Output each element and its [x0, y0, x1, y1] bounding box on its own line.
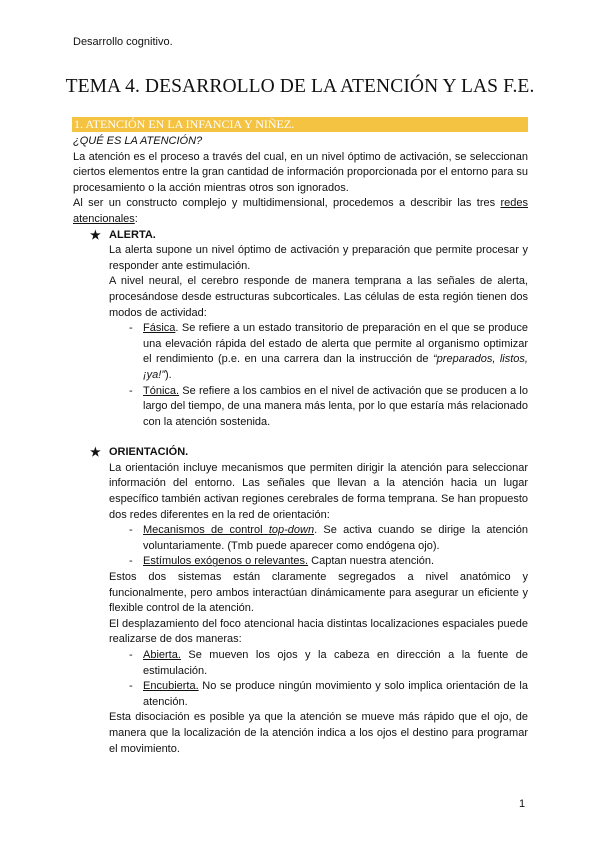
question-heading: ¿QUÉ ES LA ATENCIÓN? [73, 135, 203, 147]
abierta-text: Se mueven los ojos y la cabeza en dirección a la fuente de estimulación. [143, 649, 528, 677]
alerta-heading [73, 228, 528, 244]
fasica-term: Fásica [143, 322, 176, 335]
redes-atencionales-term: redes atencionales [73, 197, 528, 225]
dash-bullet: - [129, 322, 133, 335]
spacer [73, 430, 528, 445]
dash-bullet: - [129, 384, 133, 397]
intro2-text: Al ser un constructo complejo y multidimensional, procedemos a describir las tres [73, 197, 501, 210]
abierta-term: Abierta. [143, 649, 181, 661]
intro-paragraph-2 [73, 196, 528, 227]
mecanismos-term: Mecanismos de control [143, 524, 269, 537]
intro-paragraph: La atención es el proceso a través del cual, en un nivel óptimo de activación, se seleccionan ciertos elementos entre la gran cantidad de información proporcionada por el entorno para su procesamiento o la acción mientras otros son ignorados. [73, 150, 528, 194]
orientacion-paragraph-3: El desplazamiento del foco atencional hacia distintas localizaciones espaciales puede realizarse de dos maneras: [109, 617, 528, 646]
tonica-text: Se refiere a los cambios en el nivel de activación que se producen a lo largo del tiempo, de una manera más lenta, por lo que estaría más relacionado con la atención sostenida. [143, 384, 528, 428]
encubierta-item [73, 679, 528, 710]
fasica-item [73, 321, 528, 383]
section-title: 1. ATENCIÓN EN LA INFANCIA Y NIÑEZ. [74, 117, 295, 131]
mecanismos-item [73, 523, 528, 554]
alerta-paragraph-2: A nivel neural, el cerebro responde de manera temprana a las señales de alerta, procesándose desde estructuras subcorticales. Las células de esta región tienen dos modos de actividad: [109, 275, 528, 319]
star-bullet-icon: ★ [90, 227, 101, 242]
top-down-term: top-down [268, 524, 315, 537]
page-number: 1 [519, 798, 526, 810]
running-header: Desarrollo cognitivo. [73, 36, 173, 48]
orientacion-heading-text: ORIENTACIÓN. [109, 446, 189, 459]
dash-bullet: - [129, 555, 133, 568]
mecanismos-text: . Se activa cuando se dirige la atención voluntariamente. (Tmb puede aparecer como endógena ojo). [143, 524, 528, 552]
fasica-text: . Se refiere a un estado transitorio de preparación en el que se produce una elevación rápida del estado de alerta que permite al organismo optimizar el rendimiento (p.e. en una carrera dan la instrucción de [143, 322, 528, 366]
alerta-heading-text: ALERTA. [109, 228, 156, 241]
fasica-quote: “preparados, listos, ¡ya!” [143, 353, 528, 381]
estimulos-term: Estímulos exógenos o relevantes. [143, 555, 309, 568]
alerta-paragraph-1: La alerta supone un nivel óptimo de activación y preparación que permite procesar y responder ante estimulación. [109, 244, 528, 272]
fasica-end: ). [165, 368, 172, 381]
body-content [73, 134, 528, 757]
page-title: TEMA 4. DESARROLLO DE LA ATENCIÓN Y LAS F.E. [65, 76, 535, 97]
dash-bullet: - [129, 649, 133, 661]
encubierta-text: No se produce ningún movimiento y solo implica orientación de la atención. [143, 680, 528, 708]
orientacion-paragraph-4: Esta disociación es posible ya que la atención se mueve más rápido que el ojo, de manera que la localización de la atención indica a los ojos el destino para programar el movimiento. [109, 711, 528, 755]
tonica-term: Tónica. [143, 384, 180, 397]
orientacion-heading [73, 445, 528, 461]
dash-bullet: - [129, 524, 133, 537]
dash-bullet: - [129, 680, 133, 693]
orientacion-paragraph-2: Estos dos sistemas están claramente segregados a nivel anatómico y funcionalmente, pero ambos interactúan dinámicamente para asegurar un eficiente y flexible control de la atención. [109, 571, 528, 615]
intro2-colon: : [134, 212, 138, 225]
abierta-item [73, 648, 528, 679]
estimulos-item [73, 554, 528, 570]
encubierta-term: Encubierta. [143, 680, 199, 693]
estimulos-text: Captan nuestra atención. [308, 555, 435, 568]
tonica-item [73, 384, 528, 431]
orientacion-paragraph-1: La orientación incluye mecanismos que permiten dirigir la atención para seleccionar información del entorno. Las señales que llevan a la atención hacia un lugar específico también activan regiones cerebrales de forma temprana. Se han propuesto dos redes diferentes en la red de orientación: [109, 461, 528, 521]
star-bullet-icon: ★ [90, 445, 101, 460]
